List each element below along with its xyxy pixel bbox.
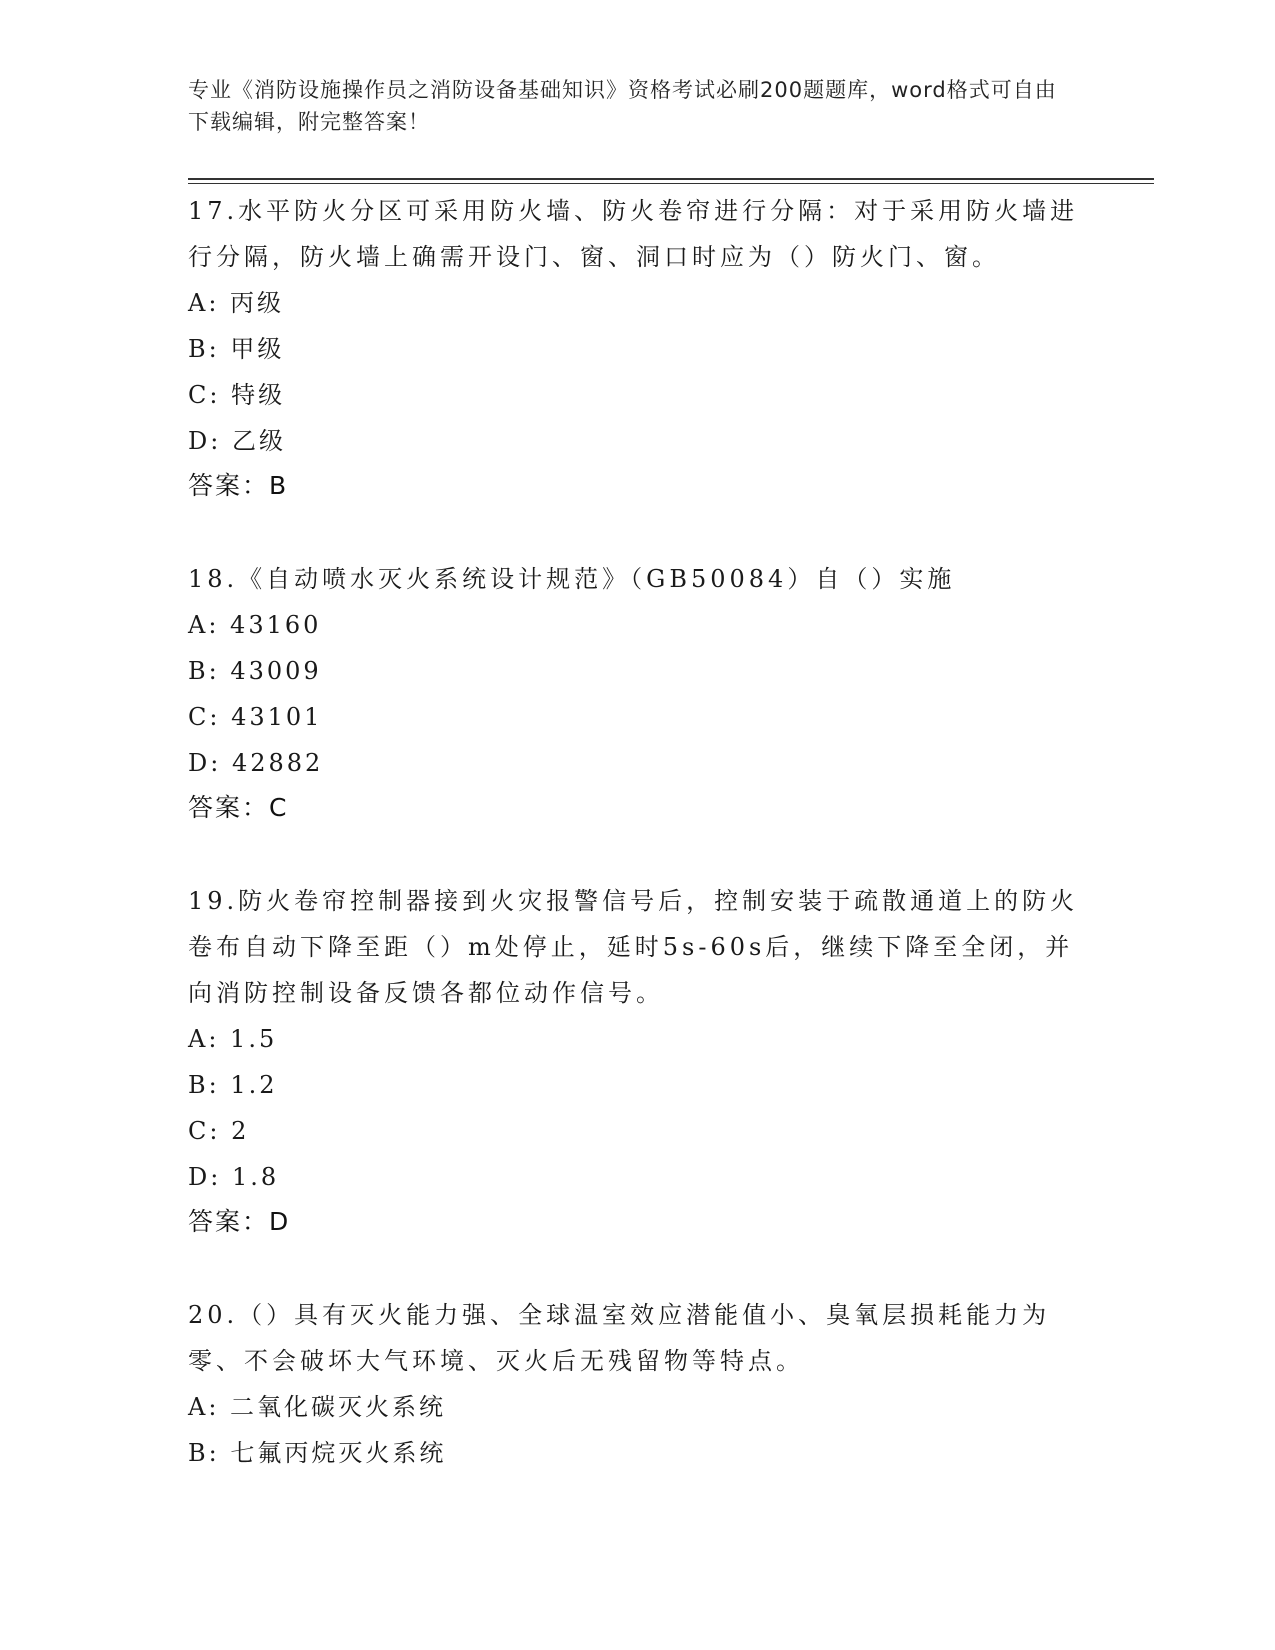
option-a: A: 二氧化碳灭火系统	[188, 1393, 447, 1421]
option-b: B: 1.2	[188, 1071, 278, 1099]
question-18	[188, 556, 1088, 830]
option-d: D: 42882	[188, 749, 324, 777]
question-text: 20.（）具有灭火能力强、全球温室效应潜能值小、臭氧层损耗能力为零、不会破坏大气环境、灭火后无残留物等特点。	[188, 1301, 1051, 1375]
question-text: 18.《自动喷水灭火系统设计规范》（GB50084）自（）实施	[188, 565, 956, 593]
header-divider-thick	[188, 178, 1154, 180]
answer-line: 答案：B	[188, 471, 289, 500]
question-20	[188, 1292, 1088, 1476]
option-d: D: 乙级	[188, 427, 286, 455]
question-gap	[188, 830, 1088, 878]
option-c: C: 特级	[188, 381, 286, 409]
option-a: A: 1.5	[188, 1025, 278, 1053]
question-19	[188, 878, 1088, 1244]
header-divider-thin	[188, 183, 1154, 184]
document-header: 专业《消防设施操作员之消防设备基础知识》资格考试必刷200题题库，word格式可自由下载编辑，附完整答案！	[188, 78, 1057, 134]
option-c: C: 2	[188, 1117, 250, 1145]
option-b: B: 43009	[188, 657, 322, 685]
question-17	[188, 188, 1088, 508]
question-gap	[188, 508, 1088, 556]
option-b: B: 七氟丙烷灭火系统	[188, 1439, 447, 1467]
answer-line: 答案：D	[188, 1207, 291, 1236]
question-list	[188, 188, 1088, 1476]
option-b: B: 甲级	[188, 335, 285, 363]
answer-line: 答案：C	[188, 793, 289, 822]
option-a: A: 丙级	[188, 289, 285, 317]
question-text: 19.防火卷帘控制器接到火灾报警信号后，控制安装于疏散通道上的防火卷布自动下降至距（）m处停止，延时5s-60s后，继续下降至全闭，并向消防控制设备反馈各都位动作信号。	[188, 887, 1079, 1007]
option-a: A: 43160	[188, 611, 322, 639]
option-d: D: 1.8	[188, 1163, 280, 1191]
question-text: 17.水平防火分区可采用防火墙、防火卷帘进行分隔：对于采用防火墙进行分隔，防火墙上确需开设门、窗、洞口时应为（）防火门、窗。	[188, 197, 1079, 271]
question-gap	[188, 1244, 1088, 1292]
option-c: C: 43101	[188, 703, 323, 731]
